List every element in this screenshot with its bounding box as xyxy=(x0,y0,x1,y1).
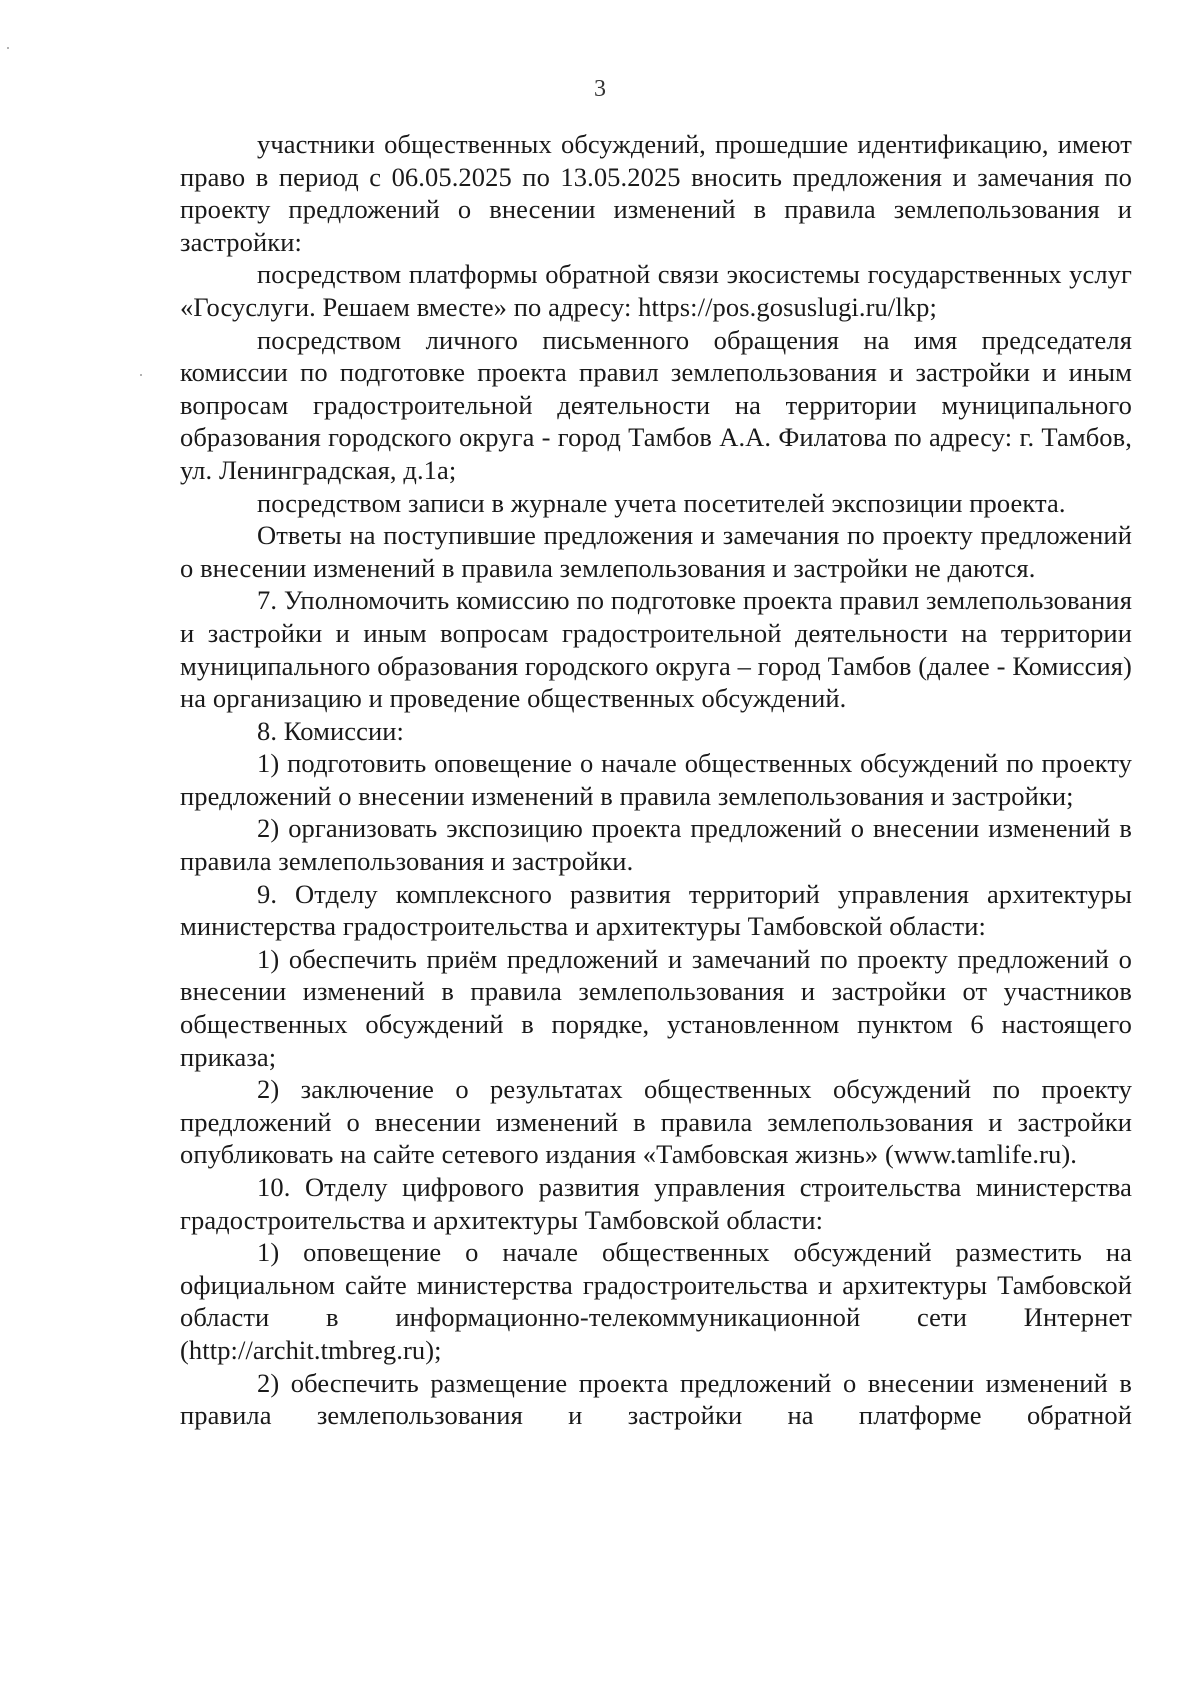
item-9: 9. Отделу комплексного развития территорий управления архитектуры министерства градостроительства и архитектуры Тамбовской области: xyxy=(180,878,1132,942)
item-8: 8. Комиссии: xyxy=(257,715,405,746)
item-8-1: 1) подготовить оповещение о начале общественных обсуждений по проекту предложений о внесении изменений в правила землепользования и застройки; xyxy=(180,748,1132,811)
scan-artifact xyxy=(7,47,9,49)
item-7: 7. Уполномочить комиссию по подготовке проекта правил землепользования и застройки и иным вопросам градостроительной деятельности на территории муниципального образования городского округа – город Тамбов (далее - Комиссия) на организацию и проведение общественных обсуждений. xyxy=(180,585,1132,714)
paragraph-gosuslugi-platform: посредством платформы обратной связи экосистемы государственных услуг «Госуслуги. Решаем вместе» по адресу: https://pos.gosuslugi.ru/lkp; xyxy=(180,259,1132,322)
scan-artifact xyxy=(140,374,142,376)
document-body xyxy=(180,128,1132,1432)
item-8-2: 2) организовать экспозицию проекта предложений о внесении изменений в правила землепользования и застройки. xyxy=(180,813,1132,877)
item-10-1: 1) оповещение о начале общественных обсуждений разместить на официальном сайте министерства градостроительства и архитектуры Тамбовской области в информационно-телекоммуникационной сети Интернет (http://archit.tmbreg.ru); xyxy=(180,1237,1132,1365)
item-9-2: 2) заключение о результатах общественных обсуждений по проекту предложений о внесении изменений в правила землепользования и застройки опубликовать на сайте сетевого издания «Тамбовская жизнь» (www.tamlife.ru). xyxy=(180,1074,1132,1170)
paragraph-visitor-journal: посредством записи в журнале учета посетителей экспозиции проекта. xyxy=(257,487,1066,518)
paragraph-no-answers: Ответы на поступившие предложения и замечания по проекту предложений о внесении изменений в правила землепользования и застройки не даются. xyxy=(180,520,1132,583)
paragraph-participants-rights: участники общественных обсуждений, прошедшие идентификацию, имеют право в период с 06.05.2025 по 13.05.2025 вносить предложения и замечания по проекту предложений о внесении изменений в правила землепользования и застройки: xyxy=(180,129,1132,257)
item-10-2: 2) обеспечить размещение проекта предложений о внесении изменений в правила землепользования и застройки на платформе обратной xyxy=(180,1367,1132,1431)
paragraph-written-appeal: посредством личного письменного обращения на имя председателя комиссии по подготовке проекта правил землепользования и застройки и иным вопросам градостроительной деятельности на территории муниципального образования городского округа - город Тамбов А.А. Филатова по адресу: г. Тамбов, ул. Ленинградская, д.1а; xyxy=(180,324,1132,485)
item-10: 10. Отделу цифрового развития управления строительства министерства градостроительства и архитектуры Тамбовской области: xyxy=(180,1172,1132,1235)
item-9-1: 1) обеспечить приём предложений и замечаний по проекту предложений о внесении изменений в правила землепользования и застройки от участников общественных обсуждений в порядке, установленном пунктом 6 настоящего приказа; xyxy=(180,943,1132,1072)
page-number: 3 xyxy=(594,76,606,102)
